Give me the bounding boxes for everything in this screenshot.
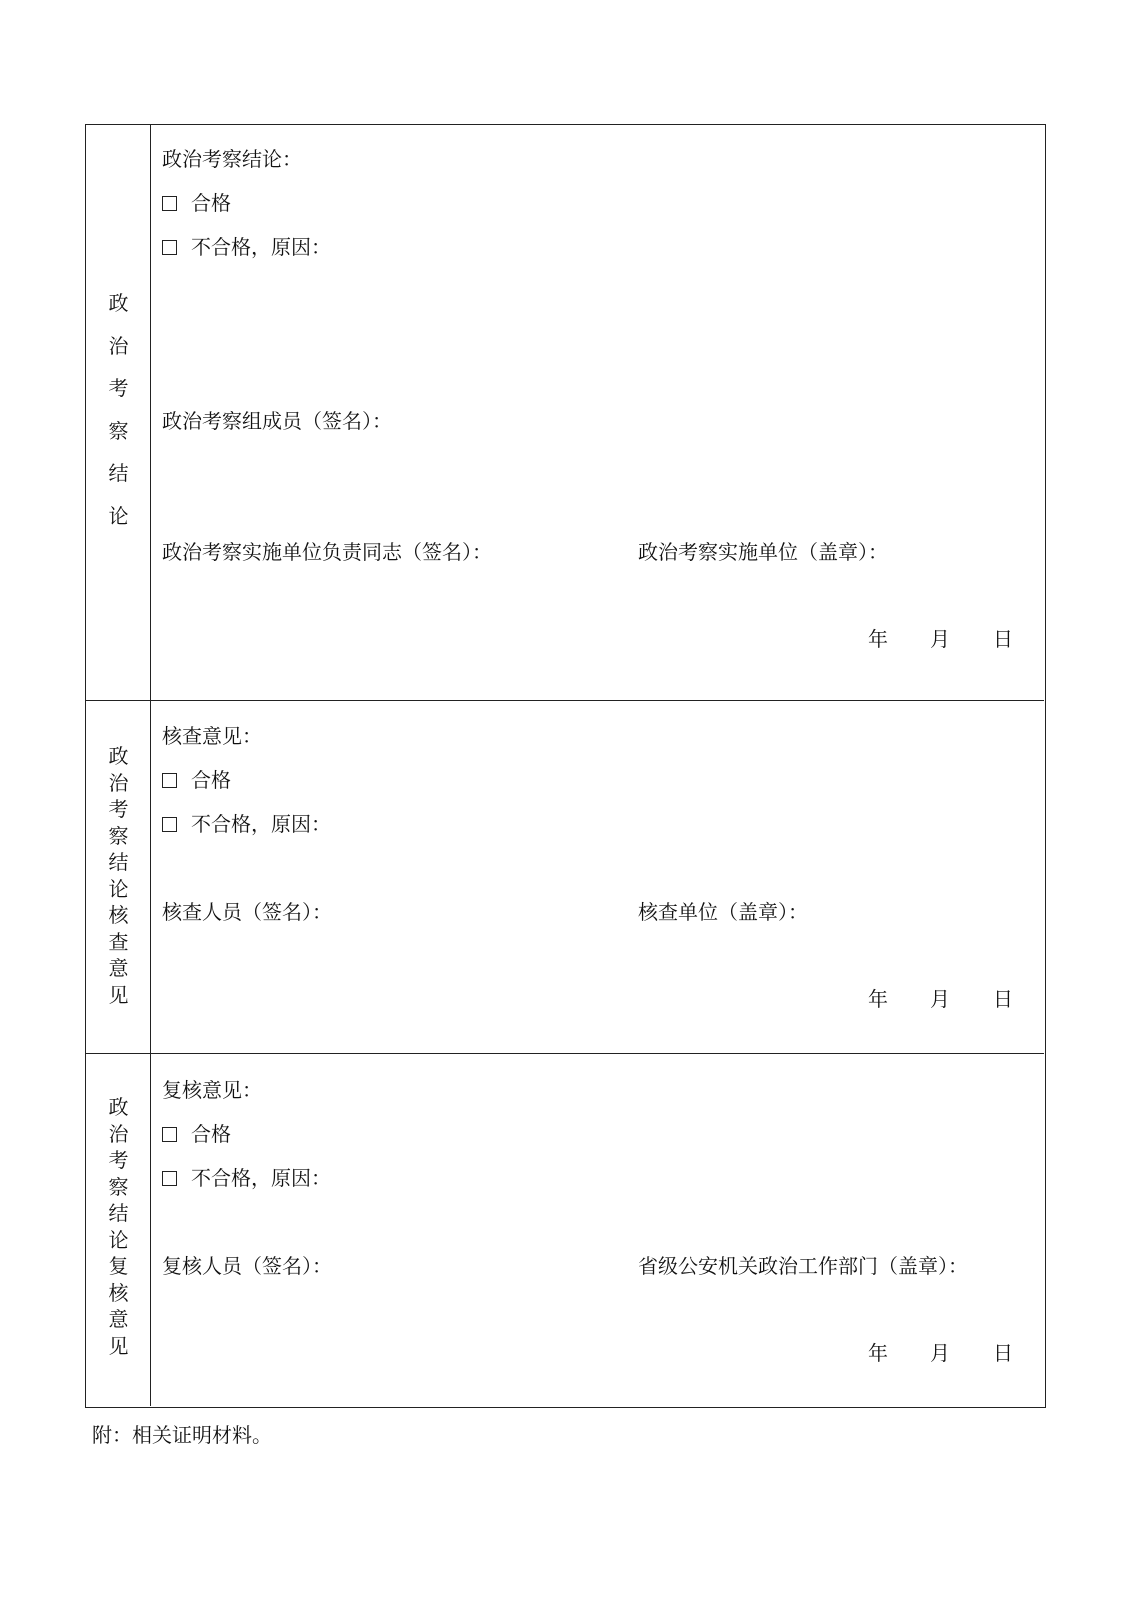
label-char: 治 (108, 333, 129, 358)
label-char: 意 (108, 956, 129, 980)
checkbox-icon[interactable] (162, 773, 177, 788)
date-day: 日 (993, 1341, 1013, 1365)
label-char: 核 (108, 1280, 129, 1305)
section-content-cell (151, 125, 1044, 700)
right-seal-label: 核查单位（盖章）： (638, 900, 808, 924)
option-fail[interactable] (162, 1166, 331, 1190)
date-year: 年 (868, 1341, 888, 1365)
label-char: 治 (108, 1121, 129, 1146)
date-month: 月 (930, 627, 950, 651)
section-label (86, 282, 151, 537)
section-label (86, 743, 151, 1008)
label-char: 治 (108, 770, 129, 795)
section-label-cell (86, 1054, 151, 1406)
label-char: 政 (108, 744, 129, 768)
label-char: 复 (108, 1254, 129, 1278)
attachment-note: 附：相关证明材料。 (92, 1423, 272, 1447)
option-pass-label: 合格 (191, 191, 231, 215)
label-char: 结 (108, 1201, 129, 1225)
section-heading: 复核意见： (162, 1078, 262, 1102)
label-char: 论 (108, 1227, 129, 1252)
label-char: 见 (108, 1333, 129, 1358)
date-day: 日 (993, 987, 1013, 1011)
checkbox-icon[interactable] (162, 196, 177, 211)
political-review-form (85, 124, 1046, 1408)
date-year: 年 (868, 627, 888, 651)
option-fail-label: 不合格，原因： (191, 1166, 331, 1190)
label-char: 考 (108, 1148, 129, 1172)
label-char: 考 (108, 797, 129, 821)
date-day: 日 (993, 627, 1013, 651)
right-seal-label: 政治考察实施单位（盖章）： (638, 540, 888, 564)
date-year: 年 (868, 987, 888, 1011)
label-char: 查 (108, 929, 129, 954)
label-char: 政 (108, 1095, 129, 1119)
section-heading: 核查意见： (162, 724, 262, 748)
checkbox-icon[interactable] (162, 240, 177, 255)
option-fail[interactable] (162, 235, 331, 259)
option-fail[interactable] (162, 812, 331, 836)
section-re-review-opinion (86, 1054, 1044, 1406)
left-signature-label: 核查人员（签名）： (162, 900, 332, 924)
label-char: 察 (108, 1174, 129, 1199)
label-char: 意 (108, 1307, 129, 1331)
section-content-cell (151, 701, 1044, 1053)
right-seal-label: 省级公安机关政治工作部门（盖章）： (638, 1254, 968, 1278)
section-heading: 政治考察结论： (162, 147, 302, 171)
section-label (86, 1094, 151, 1359)
option-fail-label: 不合格，原因： (191, 235, 331, 259)
option-pass-label: 合格 (191, 1122, 231, 1146)
option-pass[interactable] (162, 191, 231, 215)
label-char: 论 (108, 503, 129, 528)
checkbox-icon[interactable] (162, 1171, 177, 1186)
option-fail-label: 不合格，原因： (191, 812, 331, 836)
checkbox-icon[interactable] (162, 1127, 177, 1142)
label-char: 核 (108, 903, 129, 927)
section-verification-opinion (86, 701, 1044, 1054)
option-pass[interactable] (162, 1122, 231, 1146)
checkbox-icon[interactable] (162, 817, 177, 832)
left-signature-label: 政治考察实施单位负责同志（签名）： (162, 540, 492, 564)
label-char: 论 (108, 876, 129, 901)
label-char: 察 (108, 418, 129, 443)
label-char: 政 (108, 291, 129, 315)
left-signature-label: 复核人员（签名）： (162, 1254, 332, 1278)
section-content-cell (151, 1054, 1044, 1406)
date-month: 月 (930, 1341, 950, 1365)
section-label-cell (86, 701, 151, 1053)
label-char: 结 (108, 850, 129, 874)
option-pass-label: 合格 (191, 768, 231, 792)
section-political-review-conclusion (86, 125, 1044, 701)
label-char: 察 (108, 823, 129, 848)
section-label-cell (86, 125, 151, 700)
label-char: 结 (108, 461, 129, 485)
members-signature-label: 政治考察组成员（签名）： (162, 409, 392, 433)
date-month: 月 (930, 987, 950, 1011)
option-pass[interactable] (162, 768, 231, 792)
label-char: 考 (108, 376, 129, 400)
label-char: 见 (108, 982, 129, 1007)
